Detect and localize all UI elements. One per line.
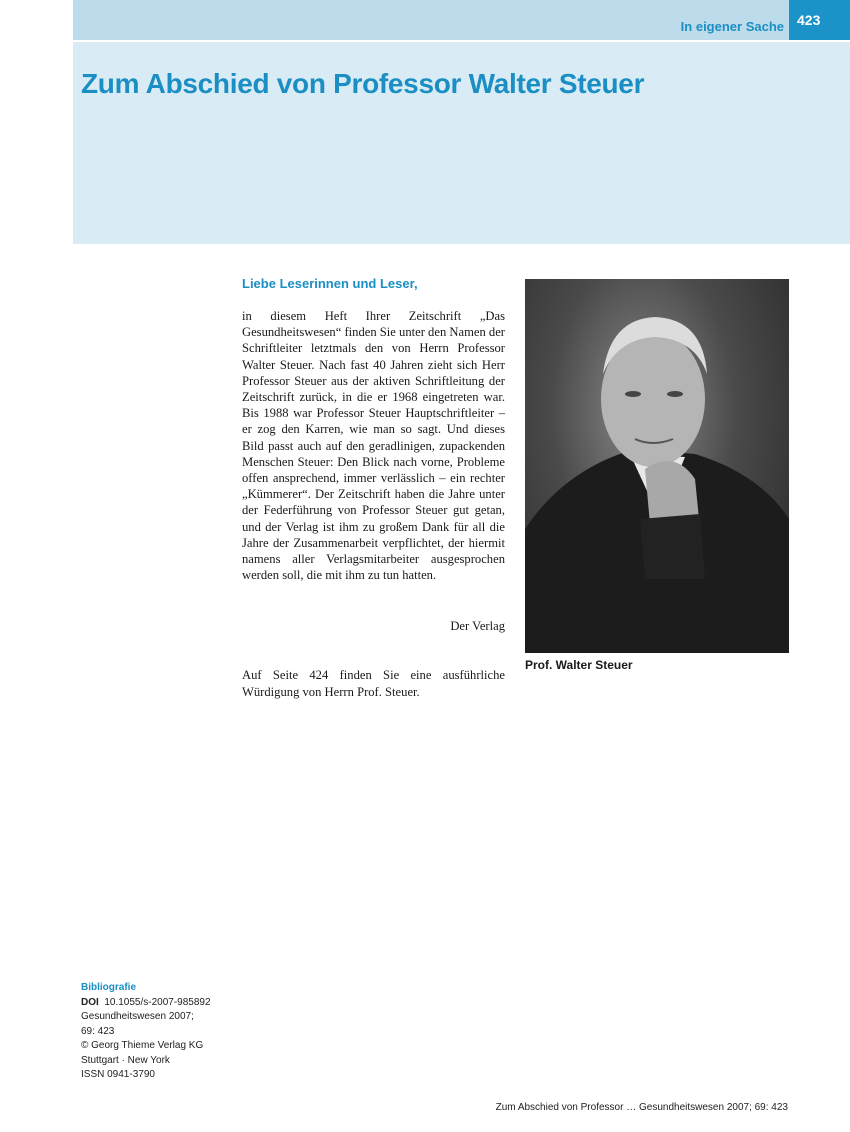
doi-label: DOI [81,996,99,1008]
reference-note: Auf Seite 424 finden Sie eine ausführliche Würdigung von Herrn Prof. Steuer. [242,668,505,699]
photo-caption: Prof. Walter Steuer [525,658,633,672]
journal-line-1: Gesundheitswesen 2007; [81,1011,194,1022]
bibliography-title: Bibliografie [81,982,137,993]
letter-body: in diesem Heft Ihrer Zeitschrift „Das Gesundheitswesen“ finden Sie unter den Namen der Schriftleiter letztmals den von Herrn Professor Walter Steuer. Nach fast 40 Jahren zieht sich Herr Professor Steuer aus der aktiven Schriftleitung der Zeitschrift zurück, in die er 1968 eingetreten war. Bis 1988 war Professor Steuer Hauptschriftleiter – er zog den Karren, wie man so sagt. Und dieses Bild passt auch auf den geradlinigen, zupackenden Menschen Steuer: Den Blick nach vorne, Probleme offen ansprechend, immer verlässlich – ein rechter „Kümmerer“. Der Zeitschrift haben die Jahre unter der Federführung von Professor Steuer gut getan, und der Verlag ist ihm zu großem Dank für all die Jahre der Zusammenarbeit verpflichtet, der hiermit namens aller Verlagsmitarbeiter ausgesprochen werden soll, die mit ihm zu tun hatten. [242,309,505,583]
doi-value: 10.1055/s-2007-985892 [104,996,211,1008]
bibliography-box [81,981,211,1083]
letter-salutation: Liebe Leserinnen und Leser, [242,276,418,291]
page-number: 423 [789,0,850,40]
section-label: In eigener Sache [680,19,784,34]
letter-signature: Der Verlag [450,619,505,633]
issn-line: ISSN 0941-3790 [81,1069,155,1080]
doi-line [81,996,211,1011]
copyright-line: © Georg Thieme Verlag KG [81,1040,204,1051]
article-title: Zum Abschied von Professor Walter Steuer [81,68,645,99]
journal-line-2: 69: 423 [81,1025,115,1037]
portrait-photo [525,279,789,653]
location-line: Stuttgart · New York [81,1054,170,1066]
page-footer: Zum Abschied von Professor … Gesundheitswesen 2007; 69: 423 [495,1102,788,1113]
